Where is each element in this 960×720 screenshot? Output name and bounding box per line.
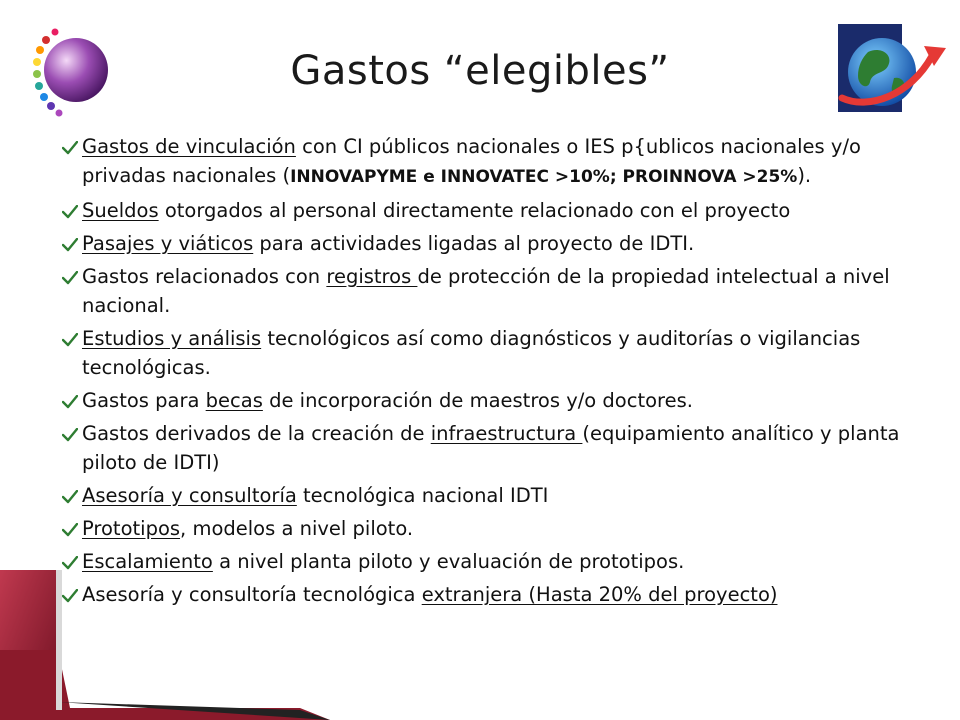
list-item xyxy=(62,580,942,609)
item-text: Gastos derivados de la creación de xyxy=(82,422,431,445)
item-text: a nivel planta piloto y evaluación de prototipos. xyxy=(212,550,685,573)
item-text: , modelos a nivel piloto. xyxy=(180,517,414,540)
underlined-term: extranjera (Hasta 20% del proyecto) xyxy=(421,583,778,606)
list-item xyxy=(62,324,942,382)
item-text: tecnológica nacional IDTI xyxy=(296,484,549,507)
checkmark-icon xyxy=(62,523,78,537)
item-text: Asesoría y consultoría tecnológica xyxy=(82,583,422,606)
list-item xyxy=(62,229,942,258)
list-item xyxy=(62,132,942,192)
item-text: de incorporación de maestros y/o doctores. xyxy=(262,389,693,412)
item-text: ). xyxy=(797,164,812,187)
list-item xyxy=(62,262,942,320)
checkmark-icon xyxy=(62,556,78,570)
checkmark-icon xyxy=(62,589,78,603)
underlined-term: becas xyxy=(205,389,263,412)
checkmark-icon xyxy=(62,395,78,409)
underlined-term: infraestructura xyxy=(430,422,583,445)
underlined-term: Escalamiento xyxy=(82,550,213,573)
eligible-expenses-list xyxy=(62,132,942,613)
list-item xyxy=(62,196,942,225)
item-text: de protección de la propiedad intelectual a nivel nacional. xyxy=(82,265,890,317)
underlined-term: Prototipos xyxy=(82,517,181,540)
underlined-term: Sueldos xyxy=(82,199,159,222)
checkmark-icon xyxy=(62,490,78,504)
item-text: otorgados al personal directamente relacionado con el proyecto xyxy=(158,199,791,222)
underlined-term: Pasajes y viáticos xyxy=(82,232,254,255)
item-text: para actividades ligadas al proyecto de IDTI. xyxy=(253,232,695,255)
underlined-term: Asesoría y consultoría xyxy=(82,484,297,507)
checkmark-icon xyxy=(62,428,78,442)
program-percentages: INNOVAPYME e INNOVATEC >10%; PROINNOVA >25% xyxy=(290,167,798,187)
list-item xyxy=(62,386,942,415)
list-item xyxy=(62,481,942,510)
slide-title: Gastos “elegibles” xyxy=(290,48,670,94)
list-item xyxy=(62,514,942,543)
item-text: (equipamiento analítico y planta piloto de IDTI) xyxy=(82,422,900,474)
checkmark-icon xyxy=(62,271,78,285)
underlined-term: Estudios y análisis xyxy=(82,327,262,350)
checkmark-icon xyxy=(62,205,78,219)
checkmark-icon xyxy=(62,141,78,155)
checkmark-icon xyxy=(62,333,78,347)
underlined-term: Gastos de vinculación xyxy=(82,135,296,158)
item-text: tecnológicos así como diagnósticos y auditorías o vigilancias tecnológicas. xyxy=(82,327,861,379)
list-item xyxy=(62,547,942,576)
list-item xyxy=(62,419,942,477)
item-text: Gastos relacionados con xyxy=(82,265,327,288)
item-text: Gastos para xyxy=(82,389,206,412)
checkmark-icon xyxy=(62,238,78,252)
item-text: con CI públicos nacionales o IES p{ublicos nacionales y/o privadas nacionales ( xyxy=(82,135,861,187)
underlined-term: registros xyxy=(326,265,418,288)
